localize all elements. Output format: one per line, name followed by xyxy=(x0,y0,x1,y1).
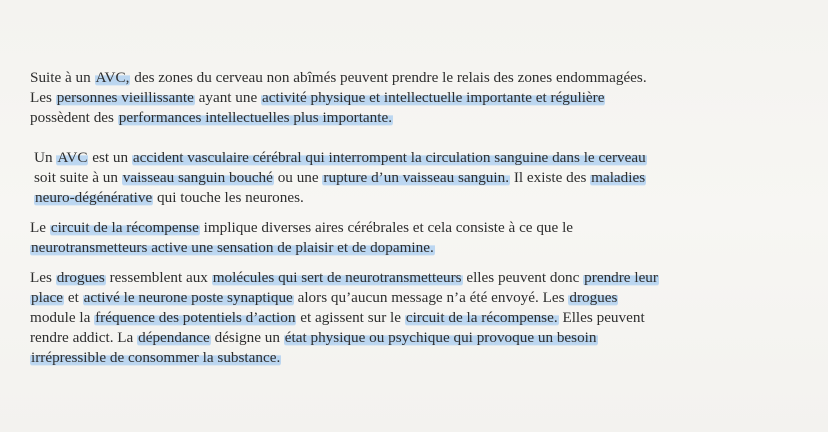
text-segment: ou une xyxy=(273,169,323,186)
text-segment: Elles peuvent xyxy=(558,309,645,326)
text-segment: Les xyxy=(30,89,56,106)
text-segment: rendre addict. La xyxy=(30,329,138,346)
highlighted-text: AVC xyxy=(57,149,88,166)
text-segment: Le xyxy=(30,219,50,236)
text-line xyxy=(30,348,659,368)
highlighted-text: drogues xyxy=(56,269,105,286)
highlighted-text: fréquence des potentiels d’action xyxy=(95,309,296,326)
text-segment: module la xyxy=(30,309,95,326)
text-segment: ayant une xyxy=(194,89,262,106)
highlighted-text: dépendance xyxy=(138,329,210,346)
text-segment: des zones du cerveau non abîmés peuvent prendre le relais des zones endommagées. xyxy=(130,69,647,86)
text-segment: Suite à un xyxy=(30,69,95,86)
highlighted-text: personnes vieillissante xyxy=(56,89,194,106)
text-line xyxy=(30,288,659,308)
highlighted-text: état physique ou psychique qui provoque un besoin xyxy=(284,329,597,346)
text-segment: implique diverses aires cérébrales et cela consiste à ce que le xyxy=(199,219,574,236)
text-segment: Un xyxy=(34,149,57,166)
text-segment: Les xyxy=(30,269,56,286)
highlighted-text: vaisseau sanguin bouché xyxy=(122,169,273,186)
highlighted-text: neurotransmetteurs active une sensation de plaisir et de dopamine. xyxy=(31,239,434,256)
text-line xyxy=(30,268,659,288)
highlighted-text: activé le neurone poste synaptique xyxy=(83,289,293,306)
text-segment: Il existe des xyxy=(510,169,591,186)
highlighted-text: drogues xyxy=(569,289,618,306)
highlighted-text: accident vasculaire cérébral qui interrompent la circulation sanguine dans le cerveau xyxy=(132,149,646,166)
highlighted-text: activité physique et intellectuelle importante et régulière xyxy=(262,89,605,106)
text-segment: est un xyxy=(88,149,132,166)
text-line xyxy=(34,188,647,208)
highlighted-text: prendre leur xyxy=(584,269,658,286)
highlighted-text: maladies xyxy=(591,169,646,186)
text-segment: désigne un xyxy=(210,329,284,346)
text-line xyxy=(30,238,573,258)
highlighted-text: neuro-dégénérative xyxy=(35,189,153,206)
paragraph-avc-definition xyxy=(34,148,647,208)
highlighted-text: rupture d’un vaisseau sanguin. xyxy=(323,169,510,186)
highlighted-text: AVC, xyxy=(95,69,130,86)
text-segment: ressemblent aux xyxy=(105,269,212,286)
text-line xyxy=(34,148,647,168)
text-segment: soit suite à un xyxy=(34,169,122,186)
highlighted-text: circuit de la récompense. xyxy=(405,309,558,326)
text-segment: qui touche les neurones. xyxy=(153,189,304,206)
text-line xyxy=(30,218,573,238)
text-line xyxy=(30,108,647,128)
highlighted-text: irrépressible de consommer la substance. xyxy=(31,349,281,366)
paragraph-reward-circuit xyxy=(30,218,573,258)
paragraph-avc-recovery xyxy=(30,68,647,128)
text-segment: et agissent sur le xyxy=(296,309,405,326)
text-segment: elles peuvent donc xyxy=(462,269,584,286)
highlighted-text: molécules qui sert de neurotransmetteurs xyxy=(212,269,462,286)
text-line xyxy=(30,88,647,108)
text-segment: et xyxy=(64,289,83,306)
text-segment: alors qu’aucun message n’a été envoyé. Les xyxy=(293,289,569,306)
paragraph-drugs xyxy=(30,268,659,368)
text-line xyxy=(34,168,647,188)
highlighted-text: performances intellectuelles plus importante. xyxy=(118,109,393,126)
text-line xyxy=(30,68,647,88)
highlighted-text: circuit de la récompense xyxy=(50,219,199,236)
highlighted-text: place xyxy=(31,289,64,306)
text-line xyxy=(30,328,659,348)
text-line xyxy=(30,308,659,328)
text-segment: possèdent des xyxy=(30,109,118,126)
